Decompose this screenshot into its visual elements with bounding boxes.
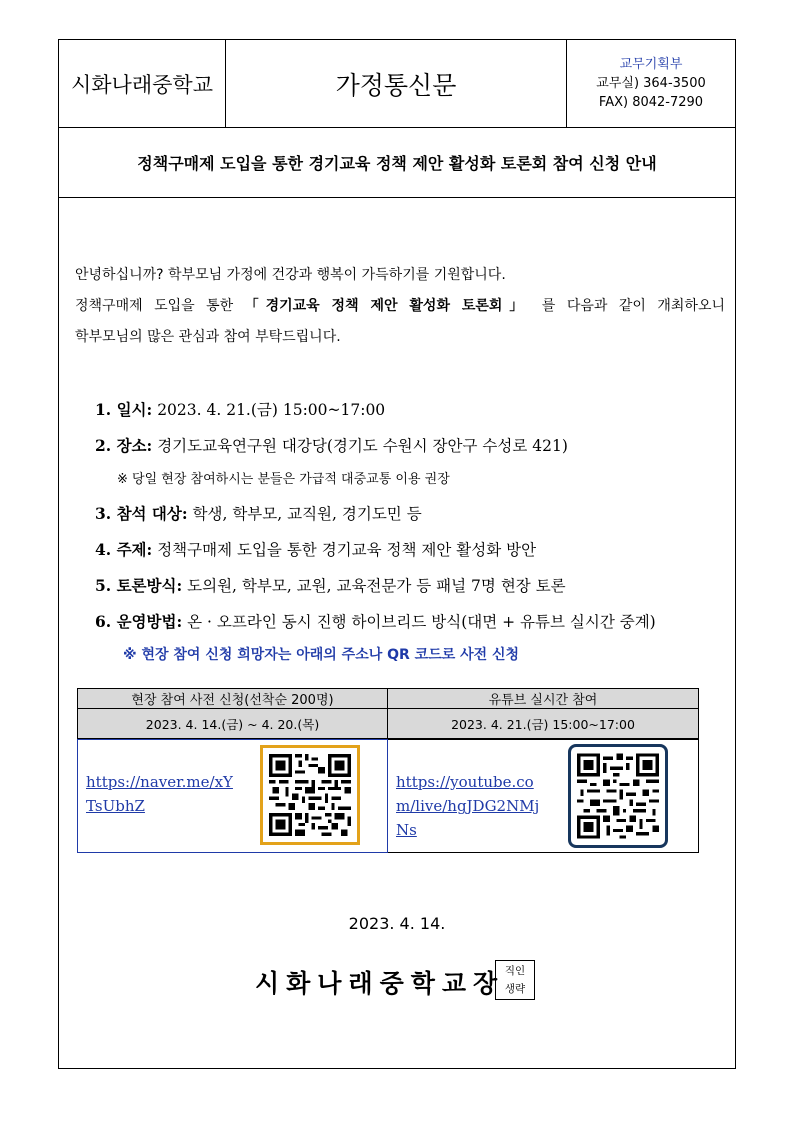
detail-value: 온 · 오프라인 동시 진행 하이브리드 방식(대면 + 유튜브 실시간 중계) — [187, 613, 656, 631]
youtube-qr-code-icon[interactable] — [568, 744, 668, 848]
detail-item — [95, 568, 735, 604]
intro-text — [75, 260, 725, 353]
detail-item — [95, 532, 735, 568]
youtube-link[interactable]: https://youtube.com/live/hgJDG2NMjNs — [396, 773, 540, 839]
onsite-dates: 2023. 4. 14.(금) ~ 4. 20.(목) — [77, 709, 388, 739]
intro-line-3: 학부모님의 많은 관심과 참여 부탁드립니다. — [75, 329, 341, 345]
school-name: 시화나래중학교 — [59, 40, 226, 127]
youtube-cell — [388, 739, 699, 853]
issue-date: 2023. 4. 14. — [348, 914, 446, 933]
detail-item — [95, 604, 735, 640]
seal-text-2: 생략 — [504, 983, 526, 995]
onsite-cell — [77, 739, 388, 853]
place-note: ※ 당일 현장 참여하시는 분들은 가급적 대중교통 이용 권장 — [117, 472, 450, 487]
official-seal-box — [495, 960, 535, 1000]
detail-value: 학생, 학부모, 교직원, 경기도민 등 — [192, 505, 422, 523]
principal-name: 시화나래중학교장 — [255, 969, 505, 998]
detail-label: 6. 운영방법: — [95, 612, 183, 631]
intro-line-2 — [75, 291, 725, 322]
registration-table — [77, 688, 699, 854]
intro-line-1: 안녕하십니까? 학부모님 가정에 건강과 행복이 가득하기를 기원합니다. — [75, 267, 506, 283]
youtube-header: 유튜브 실시간 참여 — [388, 688, 699, 709]
contact-info — [567, 40, 735, 127]
department: 교무기획부 — [619, 57, 683, 72]
detail-label: 2. 장소: — [95, 436, 153, 455]
intro-line-2-post: 를 다음과 같이 개최하오니 — [541, 298, 725, 314]
seal-text-1: 직인 — [504, 965, 526, 977]
event-name: 「경기교육 정책 제안 활성화 토론회」 — [244, 298, 531, 314]
detail-label: 1. 일시: — [95, 400, 153, 419]
detail-value: 정책구매제 도입을 통한 경기교육 정책 제안 활성화 방안 — [157, 541, 537, 559]
detail-label: 3. 참석 대상: — [95, 504, 188, 523]
detail-value: 경기도교육연구원 대강당(경기도 수원시 장안구 수성로 421) — [157, 437, 568, 455]
subject-title: 정책구매제 도입을 통한 경기교육 정책 제안 활성화 토론회 참여 신청 안내 — [59, 128, 735, 198]
detail-value: 2023. 4. 21.(금) 15:00~17:00 — [157, 401, 386, 419]
fax: FAX) 8042-7290 — [598, 95, 704, 110]
youtube-dates: 2023. 4. 21.(금) 15:00~17:00 — [388, 709, 699, 739]
detail-item — [95, 428, 735, 464]
detail-item — [95, 496, 735, 532]
onsite-qr-code-icon[interactable] — [260, 745, 360, 845]
event-details — [95, 392, 735, 670]
apply-note: ※ 현장 참여 신청 희망자는 아래의 주소나 QR 코드로 사전 신청 — [123, 647, 520, 663]
page-frame — [58, 39, 736, 1069]
detail-label: 5. 토론방식: — [95, 576, 183, 595]
detail-value: 도의원, 학부모, 교원, 교육전문가 등 패널 7명 현장 토론 — [187, 577, 566, 595]
detail-label: 4. 주제: — [95, 540, 153, 559]
header — [59, 40, 735, 128]
phone: 교무실) 364-3500 — [596, 76, 706, 91]
onsite-header: 현장 참여 사전 신청(선착순 200명) — [77, 688, 388, 709]
detail-item — [95, 392, 735, 428]
intro-line-2-pre: 정책구매제 도입을 통한 — [75, 298, 234, 314]
onsite-link[interactable]: https://naver.me/xYTsUbhZ — [86, 773, 233, 815]
page-title: 가정통신문 — [226, 40, 567, 127]
